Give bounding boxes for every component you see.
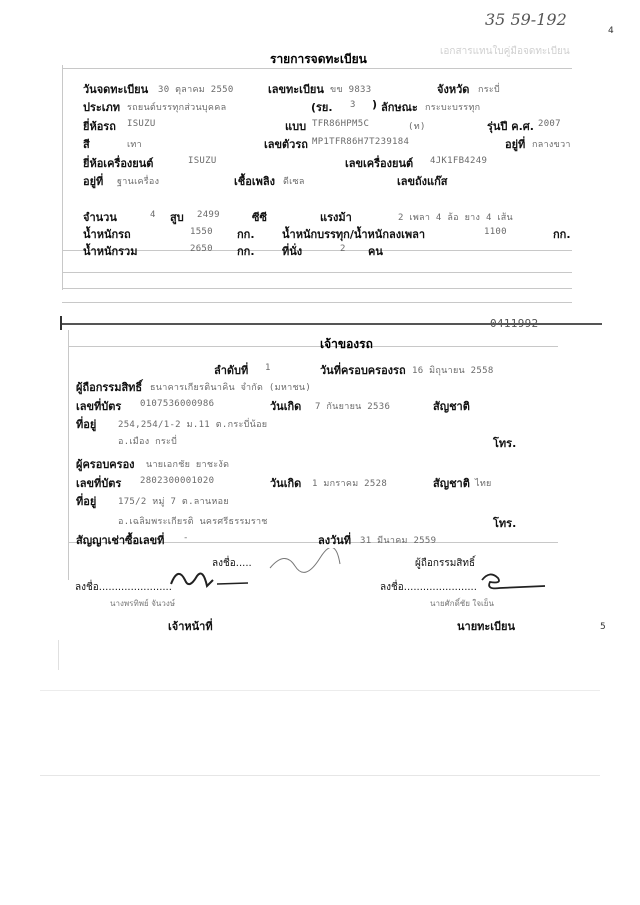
frame-line: [62, 288, 572, 289]
officer-signature: [163, 564, 253, 594]
rs-label: (รย.: [311, 101, 333, 114]
card-label: เลขที่บัตร: [76, 400, 122, 413]
page-title: รายการจดทะเบียน: [270, 52, 367, 66]
holder-value: ธนาคารเกียรตินาคิน จำกัด (มหาชน): [150, 383, 312, 393]
kg-unit: กก.: [237, 228, 255, 241]
owner-frame-line: [68, 346, 558, 347]
card-value: 0107536000986: [140, 399, 215, 409]
wheels-value: 2 เพลา 4 ล้อ ยาง 4 เส้น: [398, 213, 514, 223]
kg-unit: กก.: [237, 245, 255, 258]
possess-date-label: วันที่ครอบครองรถ: [320, 364, 406, 377]
persons-label: คน: [368, 245, 383, 258]
fuel-value: ดีเซล: [283, 177, 305, 187]
frame-line: [62, 250, 572, 251]
engine-no-label: เลขเครื่องยนต์: [345, 157, 414, 170]
holder-signature: [265, 548, 345, 574]
total-weight-value: 2650: [190, 244, 213, 254]
gas-tank-label: เลขถังแก๊ส: [397, 175, 448, 188]
owner-section-title: เจ้าของรถ: [320, 337, 373, 351]
load-value: 1100: [484, 227, 507, 237]
reg-no-value: ขข 9833: [330, 85, 372, 95]
frame-left-border: [62, 65, 63, 290]
scan-line: [40, 690, 600, 691]
divider-mark: [60, 316, 68, 330]
engine-loc-label: อยู่ที่: [83, 175, 104, 188]
location-label: อยู่ที่: [505, 138, 526, 151]
center-sign-label: ลงชื่อ.....: [212, 558, 252, 569]
frame-line: [62, 272, 572, 273]
chassis-label: เลขตัวรถ: [264, 138, 308, 151]
seq-value: 1: [265, 363, 271, 373]
qty-value: 4: [150, 210, 156, 220]
rs-close: ): [372, 98, 378, 111]
load-label: น้ำหนักบรรทุก/น้ำหนักลงเพลา: [282, 228, 426, 241]
type-value: รถยนต์บรรทุกส่วนบุคคล: [127, 103, 227, 113]
holder-label: ผู้ถือกรรมสิทธิ์: [76, 381, 143, 394]
card2-value: 2802300001020: [140, 476, 215, 486]
seq-label: ลำดับที่: [214, 364, 249, 377]
year-label: รุ่นปี ค.ศ.: [487, 120, 534, 133]
type-label: ประเภท: [83, 101, 121, 114]
contract-value: -: [183, 533, 189, 543]
registrar-name: นายศักดิ์ชัย ใจเย็น: [430, 599, 494, 608]
style-label: ลักษณะ: [381, 101, 418, 114]
registrar-title: นายทะเบียน: [457, 620, 516, 633]
dob-value: 7 กันยายน 2536: [315, 402, 391, 412]
frame-line: [62, 302, 572, 303]
tel2-label: โทร.: [493, 517, 517, 530]
engine-brand-value: ISUZU: [188, 156, 217, 166]
hp-label: แรงม้า: [320, 211, 352, 224]
reg-no-label: เลขทะเบียน: [268, 83, 324, 96]
chassis-value: MP1TFR86H7T239184: [312, 137, 410, 147]
divider-number: 0411992: [490, 317, 539, 330]
reg-date-label: วันจดทะเบียน: [83, 83, 149, 96]
stroke-value: 2499: [197, 210, 220, 220]
address2-value: 175/2 หมู่ 7 ต.ลานหอย: [118, 497, 229, 507]
holder-sign-label: ผู้ถือกรรมสิทธิ์: [415, 558, 476, 569]
scan-mark: [58, 640, 59, 670]
dob-label: วันเกิด: [270, 400, 302, 413]
contract-date-label: ลงวันที่: [318, 534, 352, 547]
scan-line: [40, 775, 600, 776]
officer-sign-line: ลงชื่อ.......................: [75, 582, 172, 593]
address2-label: ที่อยู่: [76, 495, 97, 508]
handwritten-reference: 35 59-192: [485, 10, 567, 29]
brand-value: ISUZU: [127, 119, 156, 129]
location-value: กลางขวา: [532, 140, 571, 150]
nationality-label: สัญชาติ: [433, 400, 470, 413]
registrar-sign-line: ลงชื่อ.......................: [380, 582, 477, 593]
qty-label: จำนวน: [83, 211, 117, 224]
rs-value: 3: [350, 100, 356, 110]
weight-value: 1550: [190, 227, 213, 237]
dob2-label: วันเกิด: [270, 477, 302, 490]
officer-title: เจ้าหน้าที่: [168, 620, 213, 633]
address-value-2: อ.เมือง กระบี่: [118, 437, 178, 447]
reg-date-value: 30 ตุลาคม 2550: [158, 85, 234, 95]
engine-brand-label: ยี่ห้อเครื่องยนต์: [83, 157, 154, 170]
model-label: แบบ: [285, 120, 307, 133]
address2-value-2: อ.เฉลิมพระเกียรติ นครศรีธรรมราช: [118, 517, 268, 527]
model-suffix: (ท): [408, 122, 426, 132]
style-value: กระบะบรรทุก: [425, 103, 481, 113]
page-corner-number: 4: [608, 26, 614, 36]
contract-label: สัญญาเช่าซื้อเลขที่: [76, 534, 165, 547]
color-value: เทา: [127, 140, 142, 150]
engine-no-value: 4JK1FB4249: [430, 156, 488, 166]
year-value: 2007: [538, 119, 561, 129]
province-value: กระบี่: [478, 85, 501, 95]
dob2-value: 1 มกราคม 2528: [312, 479, 388, 489]
officer-name: นางพรทิพย์ จันวงษ์: [110, 599, 176, 608]
seats-label: ที่นั่ง: [282, 245, 303, 258]
model-value: TFR86HPM5C: [312, 119, 370, 129]
possessor-label: ผู้ครอบครอง: [76, 458, 135, 471]
engine-loc-value: ฐานเครื่อง: [117, 177, 160, 187]
nationality2-value: ไทย: [475, 479, 492, 489]
weight-label: น้ำหนักรถ: [83, 228, 131, 241]
kg-unit: กก.: [553, 228, 571, 241]
cc-label: ซีซี: [252, 211, 267, 224]
address-value: 254,254/1-2 ม.11 ต.กระบี่น้อย: [118, 420, 268, 430]
possessor-value: นายเอกชัย ยาชะงัด: [146, 460, 230, 470]
address-label: ที่อยู่: [76, 418, 97, 431]
tel-label: โทร.: [493, 437, 517, 450]
card2-label: เลขที่บัตร: [76, 477, 122, 490]
contract-date-value: 31 มีนาคม 2559: [360, 536, 437, 546]
page-number: 5: [600, 622, 606, 632]
province-label: จังหวัด: [437, 83, 470, 96]
total-weight-label: น้ำหนักรวม: [83, 245, 138, 258]
fuel-label: เชื้อเพลิง: [234, 175, 275, 188]
stroke-label: สูบ: [170, 211, 184, 224]
seats-value: 2: [340, 244, 346, 254]
possess-date-value: 16 มิถุนายน 2558: [412, 366, 494, 376]
frame-top-line: [62, 68, 572, 69]
faint-header: เอกสารแทนใบคู่มือจดทะเบียน: [440, 46, 570, 57]
brand-label: ยี่ห้อรถ: [83, 120, 116, 133]
nationality2-label: สัญชาติ: [433, 477, 470, 490]
color-label: สี: [83, 138, 90, 151]
